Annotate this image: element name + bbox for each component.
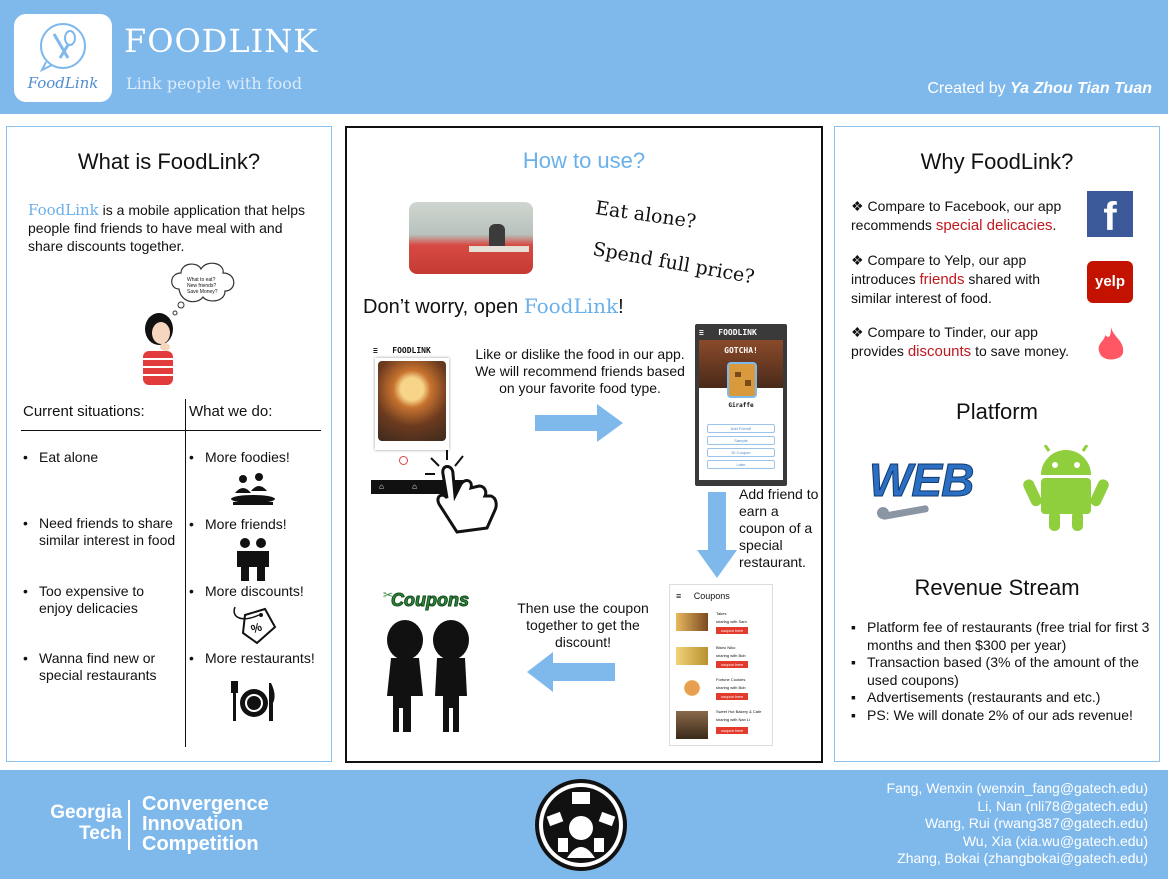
match-name: Giraffe bbox=[728, 402, 754, 409]
col-we-do-header: What we do: bbox=[189, 403, 273, 420]
app-logo bbox=[14, 14, 112, 102]
android-icon bbox=[1021, 445, 1111, 533]
diamond-bullet-icon: ❖ bbox=[851, 324, 868, 340]
compare-pre: Compare to Facebook, our app recommends bbox=[851, 198, 1062, 233]
revenue-text: PS: We will donate 2% of our ads revenue! bbox=[867, 706, 1133, 723]
col-current-header: Current situations: bbox=[23, 403, 145, 420]
team-member: Li, Nan (nli78@gatech.edu) bbox=[977, 797, 1148, 814]
revenue-text: Transaction based (3% of the amount of the used coupons) bbox=[867, 654, 1139, 688]
we-do-item: • More foodies! bbox=[205, 449, 325, 466]
two-kids-silhouette bbox=[383, 618, 475, 736]
revenue-title: Revenue Stream bbox=[914, 575, 1080, 600]
coupon-name: Sweet Hut Bakery & Cafe bbox=[716, 709, 762, 714]
thinking-girl-illustration bbox=[135, 309, 183, 387]
compare-facebook bbox=[851, 197, 1075, 235]
compare-highlight: discounts bbox=[907, 343, 972, 360]
compare-highlight: special delicacies bbox=[935, 217, 1053, 234]
phone1-brand: FOODLINK bbox=[392, 346, 431, 355]
coupon-button[interactable]: coupon here bbox=[716, 727, 748, 734]
table-top bbox=[469, 246, 529, 252]
home-icon[interactable]: ⌂ bbox=[379, 482, 384, 491]
later-button[interactable]: Later bbox=[707, 460, 775, 469]
facebook-letter: f bbox=[1103, 195, 1117, 239]
giraffe-spot bbox=[745, 380, 751, 386]
foodies-group-icon bbox=[229, 471, 277, 509]
wrench-icon bbox=[875, 499, 935, 527]
compare-post: shared with similar interest of food. bbox=[851, 271, 1040, 306]
phone2-header bbox=[699, 328, 783, 337]
current-item: • Too expensive to enjoy delicacies bbox=[39, 583, 181, 617]
logo-divider bbox=[128, 800, 130, 850]
arrow-right-icon bbox=[535, 404, 623, 442]
revenue-item: ▪ PS: We will donate 2% of our ads revenue! bbox=[851, 706, 1133, 723]
phone2-brand: FOODLINK bbox=[718, 328, 757, 337]
scissors-icon: ✂ bbox=[383, 588, 394, 602]
giraffe-spot bbox=[735, 372, 741, 377]
created-by-label: Created by bbox=[927, 80, 1006, 97]
team-member: Wang, Rui (rwang387@gatech.edu) bbox=[924, 815, 1148, 832]
phone-match-screen bbox=[695, 324, 787, 486]
dont-worry-brand: FoodLink bbox=[523, 294, 619, 318]
arrow-left-icon bbox=[527, 652, 615, 692]
gt-line2: Tech bbox=[79, 823, 122, 844]
intro-paragraph bbox=[28, 201, 318, 255]
how-to-use-panel bbox=[345, 126, 823, 763]
menu-icon: ≡ bbox=[676, 591, 682, 601]
team-list bbox=[887, 780, 1148, 868]
step3-text: Then use the coupon together to get the discount! bbox=[517, 600, 649, 650]
coupon-item[interactable] bbox=[676, 709, 768, 743]
yelp-icon bbox=[1087, 261, 1133, 303]
thought-line: New friends? bbox=[187, 283, 217, 289]
current-item: • Eat alone bbox=[39, 449, 181, 466]
header-banner bbox=[0, 0, 1168, 114]
what-is-panel bbox=[6, 126, 332, 762]
authors: Ya Zhou Tian Tuan bbox=[1010, 80, 1152, 97]
dont-worry-prefix: Don’t worry, open bbox=[363, 296, 524, 318]
footer-banner bbox=[0, 770, 1168, 879]
app-title: FOODLINK bbox=[124, 22, 319, 60]
giraffe-avatar bbox=[727, 362, 757, 398]
revenue-text: Advertisements (restaurants and etc.) bbox=[867, 689, 1101, 705]
coupon-sub: sharing with Sam bbox=[716, 619, 747, 624]
coupons-logo: Coupons bbox=[391, 590, 469, 610]
we-do-item: • More discounts! bbox=[205, 583, 325, 600]
coupons-header bbox=[676, 591, 768, 601]
compare-tinder bbox=[851, 323, 1087, 361]
menu-icon: ≡ bbox=[699, 328, 704, 337]
dont-worry-line bbox=[363, 294, 624, 319]
current-item: • Wanna find new or special restaurants bbox=[39, 650, 181, 684]
how-to-use-title: How to use? bbox=[522, 148, 646, 173]
coupon-name: Fortune Cookies bbox=[716, 677, 746, 682]
revenue-item: ▪ Advertisements (restaurants and etc.) bbox=[851, 689, 1101, 705]
we-do-item: • More friends! bbox=[205, 516, 325, 533]
coupon-sub: sharing with Nan Li bbox=[716, 717, 751, 722]
dont-worry-suffix: ! bbox=[618, 296, 624, 318]
sample-button[interactable]: Sample bbox=[707, 436, 775, 445]
coupon-item[interactable] bbox=[676, 677, 768, 705]
competition-name bbox=[142, 794, 269, 854]
table-divider-v bbox=[185, 399, 186, 747]
why-panel bbox=[834, 126, 1160, 762]
revenue-item: ▪ Platform fee of restaurants (free trial for first 3 months and then $300 per year) bbox=[851, 619, 1150, 653]
discount-percent: % bbox=[248, 619, 264, 637]
home-icon[interactable]: ⌂ bbox=[412, 482, 417, 491]
phone1-header bbox=[373, 346, 463, 355]
coupon-thumb bbox=[676, 679, 708, 697]
team-member: Fang, Wenxin (wenxin_fang@gatech.edu) bbox=[886, 780, 1148, 796]
facebook-icon bbox=[1087, 191, 1133, 237]
compare-post: . bbox=[1052, 217, 1057, 233]
question-full-price: Spend full price? bbox=[591, 238, 757, 289]
coupon-thumb bbox=[676, 613, 708, 631]
step1-text: Like or dislike the food in our app. We will recommend friends based on your favorite food type. bbox=[475, 346, 685, 396]
food-photo bbox=[378, 361, 446, 441]
food-card bbox=[375, 358, 449, 450]
coupon-name: Takes bbox=[716, 611, 727, 616]
compare-post: to save money. bbox=[971, 343, 1069, 359]
georgia-tech-logo bbox=[22, 802, 122, 844]
coupon-thumb bbox=[676, 647, 708, 665]
menu-icon: ≡ bbox=[373, 346, 378, 355]
diamond-bullet-icon: ❖ bbox=[851, 198, 868, 214]
why-title: Why FoodLink? bbox=[920, 149, 1074, 174]
coupon-sub: sharing with Bob bbox=[716, 653, 746, 658]
revenue-item: ▪ Transaction based (3% of the amount of the used coupons) bbox=[851, 654, 1139, 688]
coupon-name: Bistro Niko bbox=[716, 645, 736, 650]
platform-title: Platform bbox=[956, 399, 1038, 424]
revenue-text: Platform fee of restaurants (free trial for first 3 months and then $300 per year) bbox=[867, 619, 1150, 653]
diamond-bullet-icon: ❖ bbox=[851, 252, 868, 268]
comp-line1: Convergence bbox=[142, 793, 269, 815]
id-coupon-button[interactable]: ID Coupon bbox=[707, 448, 775, 457]
compare-highlight: friends bbox=[919, 271, 965, 288]
compare-pre: Compare to Yelp, our app introduces bbox=[851, 252, 1027, 287]
web-logo: WEB bbox=[869, 454, 974, 506]
comp-line2: Innovation bbox=[142, 813, 244, 835]
thought-line: What to eat? bbox=[187, 277, 216, 283]
fork-spoon-logo-icon bbox=[32, 20, 94, 72]
intro-brand: FoodLink bbox=[28, 201, 99, 219]
we-do-item: • More restaurants! bbox=[205, 650, 325, 667]
table-divider-h bbox=[21, 430, 321, 431]
arrow-down-icon bbox=[697, 492, 737, 578]
coupon-button[interactable]: coupon here bbox=[716, 693, 748, 700]
coupon-item[interactable] bbox=[676, 611, 768, 639]
phone-coupons-screen bbox=[669, 584, 773, 746]
coupon-button[interactable]: coupon here bbox=[716, 661, 748, 668]
thought-line: Save Money? bbox=[187, 289, 218, 295]
gotcha-text: GOTCHA! bbox=[724, 346, 758, 355]
add-friend-button[interactable]: Add Friend! bbox=[707, 424, 775, 433]
plate-fork-knife-icon bbox=[231, 679, 277, 723]
revenue-list bbox=[851, 619, 1151, 724]
coupon-thumb bbox=[676, 711, 708, 739]
coupons-title: Coupons bbox=[693, 591, 730, 601]
compare-yelp bbox=[851, 251, 1075, 308]
tinder-flame-icon bbox=[1097, 327, 1125, 363]
match-card bbox=[699, 388, 783, 480]
coupon-sub: sharing with Bob bbox=[716, 685, 746, 690]
yelp-word: yelp bbox=[1094, 273, 1125, 290]
compare-pre: Compare to Tinder, our app provides bbox=[851, 324, 1038, 359]
gt-line1: Georgia bbox=[50, 802, 122, 823]
logo-text: FoodLink bbox=[27, 74, 99, 92]
tapping-hand-icon bbox=[421, 444, 505, 536]
team-member: Zhang, Bokai (zhangbokai@gatech.edu) bbox=[897, 850, 1148, 867]
friends-couple-icon bbox=[235, 537, 271, 581]
tagline: Link people with food bbox=[126, 74, 303, 93]
eating-alone-photo bbox=[409, 202, 533, 274]
intro-text: is a mobile application that helps people find friends to have meal with and share discounts together. bbox=[28, 202, 305, 254]
team-member: Wu, Xia (xia.wu@gatech.edu) bbox=[962, 832, 1148, 849]
what-is-title: What is FoodLink? bbox=[77, 149, 261, 174]
coupon-button[interactable]: coupon here bbox=[716, 627, 748, 634]
question-eat-alone: Eat alone? bbox=[593, 197, 698, 233]
credits bbox=[927, 80, 1152, 98]
current-item: • Need friends to share similar interest in food bbox=[39, 515, 181, 549]
dislike-icon[interactable] bbox=[399, 456, 408, 465]
comp-line3: Competition bbox=[142, 833, 259, 855]
team-emblem-icon bbox=[534, 778, 628, 872]
coupon-item[interactable] bbox=[676, 645, 768, 673]
step2-text: Add friend to earn a coupon of a special restaurant. bbox=[739, 486, 819, 570]
thought-text bbox=[187, 277, 227, 295]
